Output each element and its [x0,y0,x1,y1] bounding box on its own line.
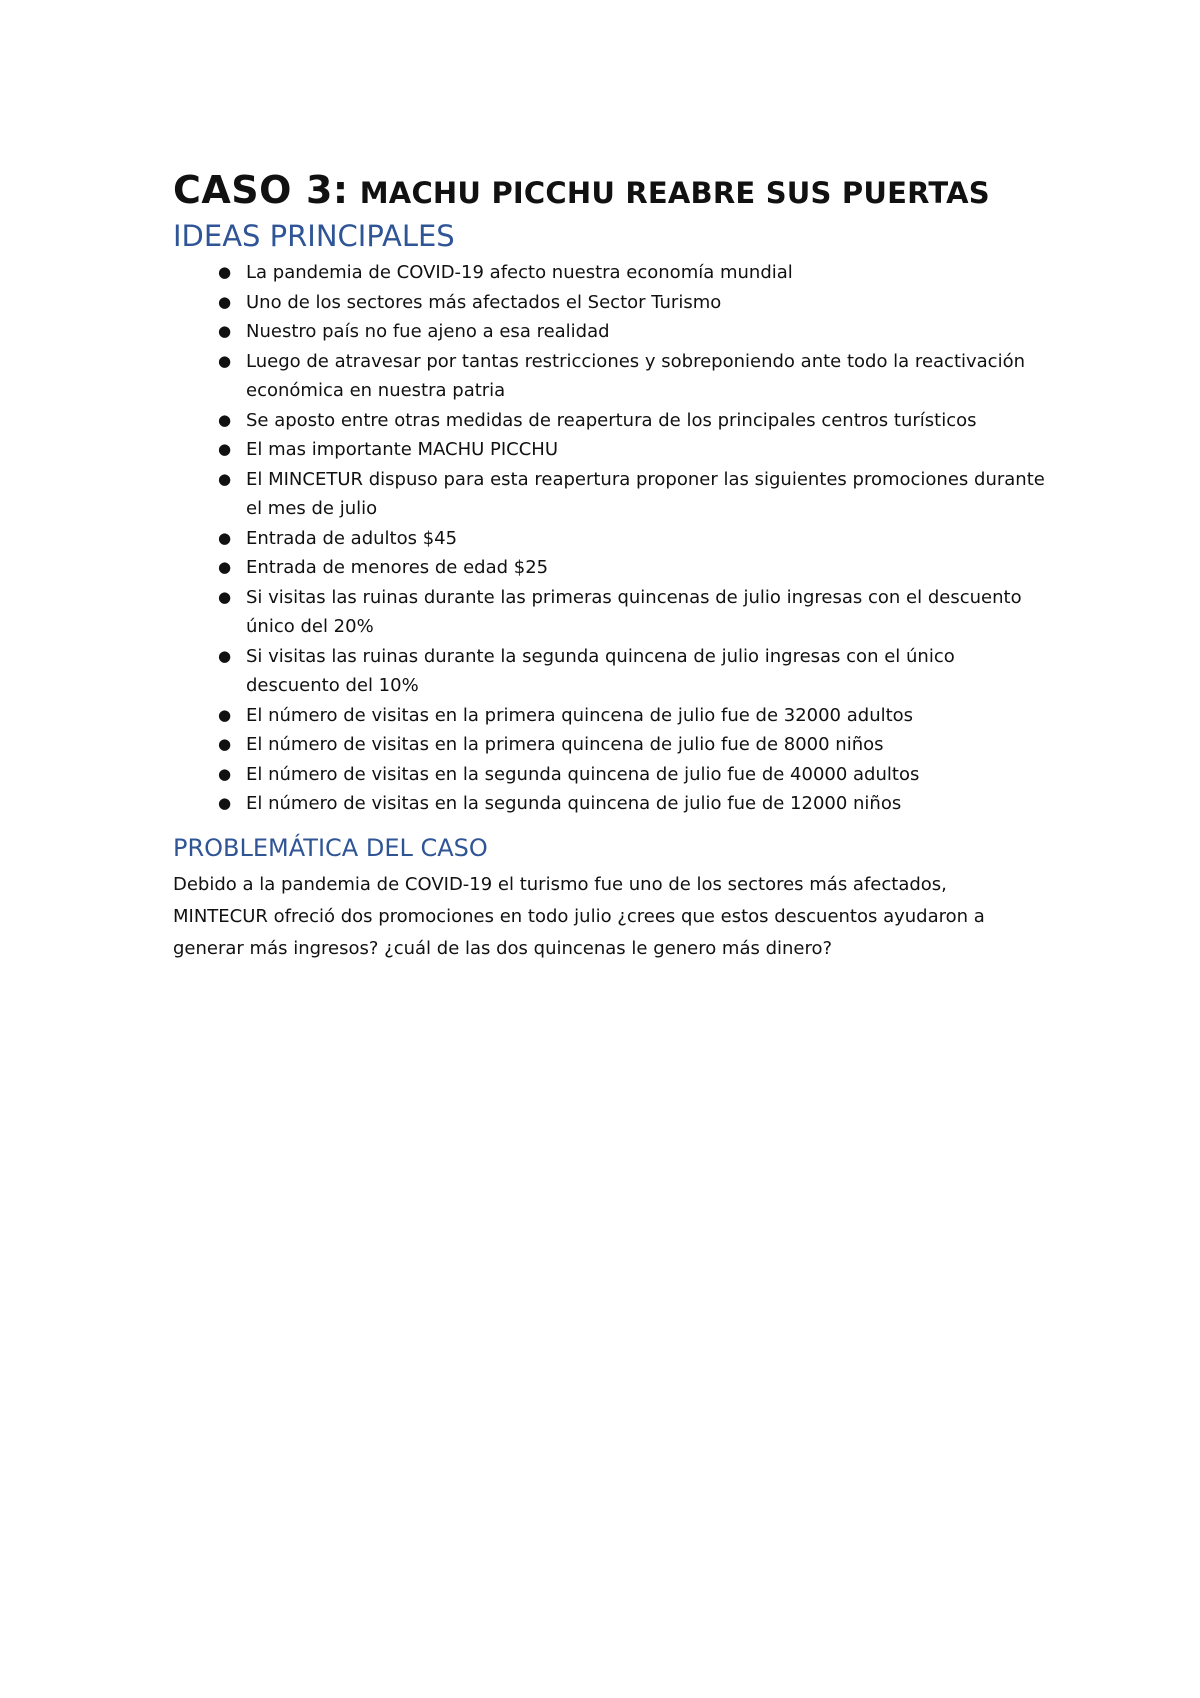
list-item-text: La pandemia de COVID-19 afecto nuestra economía mundial [246,262,793,283]
list-item [173,730,1053,760]
problem-heading: PROBLEMÁTICA DEL CASO [173,833,488,862]
bullet-icon: ● [218,351,232,370]
bullet-icon: ● [218,735,232,753]
list-item [173,317,1053,347]
list-item [173,789,1053,819]
bullet-icon: ● [218,558,232,576]
list-item [173,524,1053,554]
list-item [173,435,1053,465]
list-item [173,347,1053,406]
case-title [173,168,1053,216]
bullet-icon: ● [218,292,232,311]
problem-paragraph: Debido a la pandemia de COVID-19 el turismo fue uno de los sectores más afectados, MINTECUR ofreció dos promociones en todo julio ¿crees que estos descuentos ayudaron a generar más ingresos? ¿cuál de las dos quincenas le genero más dinero? [173,873,985,959]
bullet-icon: ● [218,705,232,724]
list-item-text: El número de visitas en la primera quincena de julio fue de 8000 niños [246,734,884,755]
ideas-heading: IDEAS PRINCIPALES [173,219,455,253]
bullet-icon: ● [218,764,232,783]
case-subtitle: MACHU PICCHU REABRE SUS PUERTAS [359,176,990,210]
list-item [173,288,1053,318]
list-item [173,760,1053,790]
ideas-list [173,258,1053,819]
document-content [173,168,1053,965]
bullet-icon: ● [218,410,232,429]
bullet-icon: ● [218,440,232,458]
list-item-text: El número de visitas en la segunda quincena de julio fue de 12000 niños [246,793,902,814]
list-item-text: Se aposto entre otras medidas de reapertura de los principales centros turísticos [246,409,977,431]
list-item-text: El número de visitas en la primera quincena de julio fue de 32000 adultos [246,704,914,726]
list-item [173,258,1053,288]
list-item-text: Entrada de adultos $45 [246,527,458,549]
list-item-text: Nuestro país no fue ajeno a esa realidad [246,321,610,342]
bullet-icon: ● [218,587,232,606]
bullet-icon: ● [218,263,232,281]
bullet-icon: ● [218,469,232,488]
case-label: CASO [173,168,292,212]
list-item-text: El número de visitas en la segunda quincena de julio fue de 40000 adultos [246,763,920,785]
list-item-text: Luego de atravesar por tantas restricciones y sobreponiendo ante todo la reactivación económica en nuestra patria [246,350,1026,401]
case-number: 3: [305,168,349,212]
list-item-text: El mas importante MACHU PICCHU [246,439,559,460]
list-item [173,701,1053,731]
list-item-text: El MINCETUR dispuso para esta reapertura proponer las siguientes promociones durante el mes de julio [246,468,1045,519]
bullet-icon: ● [218,528,232,547]
bullet-icon: ● [218,322,232,340]
list-item [173,642,1053,701]
list-item-text: Uno de los sectores más afectados el Sector Turismo [246,291,722,313]
bullet-icon: ● [218,794,232,812]
list-item-text: Si visitas las ruinas durante las primeras quincenas de julio ingresas con el descuento único del 20% [246,586,1022,637]
list-item-text: Entrada de menores de edad $25 [246,557,549,578]
list-item [173,465,1053,524]
list-item [173,583,1053,642]
list-item [173,553,1053,583]
list-item-text: Si visitas las ruinas durante la segunda quincena de julio ingresas con el único descuento del 10% [246,645,955,696]
list-item [173,406,1053,436]
bullet-icon: ● [218,646,232,665]
